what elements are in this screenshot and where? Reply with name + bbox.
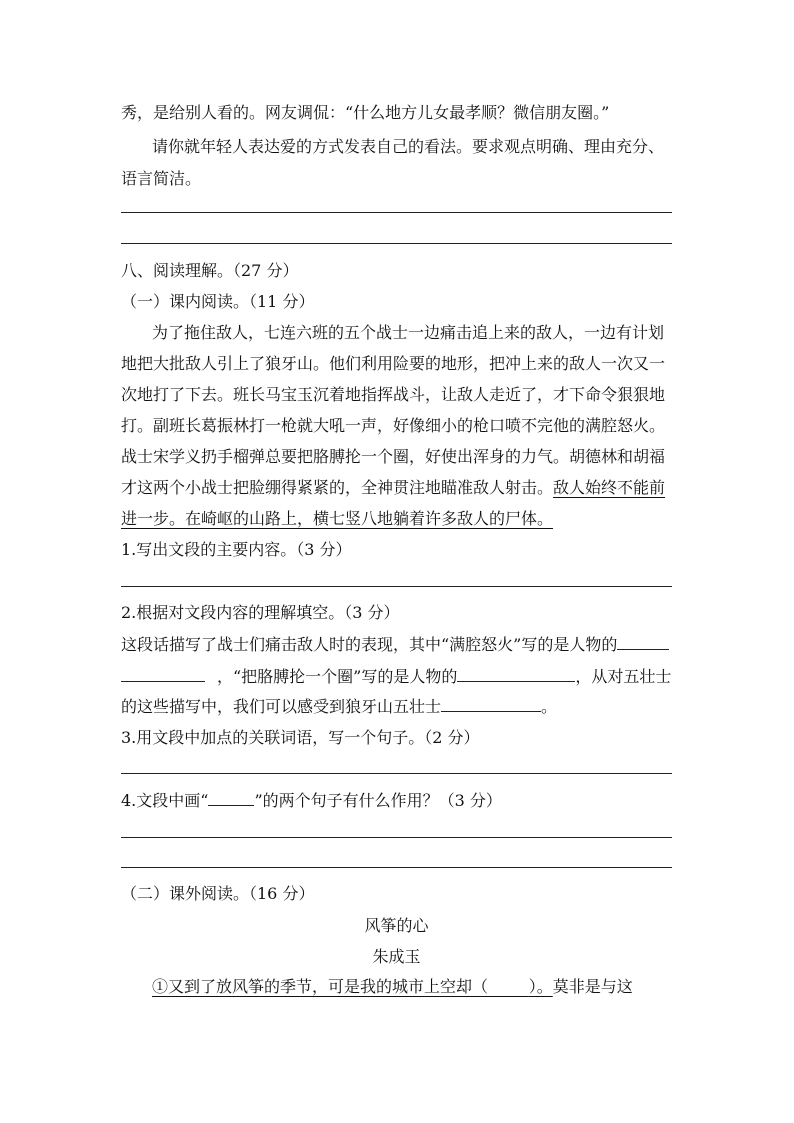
fill-blank[interactable]	[457, 667, 575, 682]
essay-prompt-line-2: 语言简洁。	[121, 169, 202, 188]
article-author: 朱成玉	[372, 947, 421, 966]
part-1-title: （一）课内阅读。（11 分）	[121, 292, 315, 311]
intro-line-1: 秀，是给别人看的。网友调侃：“什么地方儿女最孝顺？微信朋友圈。”	[121, 103, 610, 122]
passage-line-6-underlined: 敌人始终不能前	[553, 478, 666, 497]
question-2-text-4: 的这些描写中，我们可以感受到狼牙山五壮士	[121, 697, 442, 716]
answer-line	[121, 243, 672, 244]
question-1: 1.写出文段的主要内容。（3 分）	[121, 540, 352, 559]
answer-line	[121, 586, 672, 587]
article-title: 风筝的心	[364, 916, 429, 935]
passage-line-6-plain: 才这两个小战士把脸绷得紧紧的，全神贯注地瞄准敌人射击。	[121, 478, 554, 497]
part-2-title: （二）课外阅读。（16 分）	[121, 884, 315, 903]
fill-blank[interactable]	[617, 635, 669, 650]
question-2-line-1	[121, 632, 669, 655]
answer-line	[121, 837, 672, 838]
question-2-text-3: ，从对五壮士	[575, 667, 672, 686]
article-paragraph-1	[152, 974, 633, 997]
question-2-text-2: ，“把胳膊抡一个圈”写的是人物的	[217, 667, 458, 686]
fill-blank[interactable]	[121, 667, 205, 682]
paragraph-1-underlined-b: ）。	[528, 977, 553, 996]
question-2-text-5: 。	[541, 697, 558, 716]
passage-line-7-underlined: 进一步。在崎岖的山路上，横七竖八地躺着许多敌人的尸体。	[121, 509, 554, 528]
passage-line-4: 打。副班长葛振林打一枪就大吼一声，好像细小的枪口喷不完他的满腔怒火。	[121, 416, 666, 435]
fill-blank[interactable]	[441, 697, 541, 712]
paragraph-1-plain: 莫非是与这	[552, 977, 633, 996]
underline-sample	[208, 791, 254, 806]
question-2-title: 2.根据对文段内容的理解填空。（3 分）	[121, 603, 400, 622]
question-2-text-1: 这段话描写了战士们痛击敌人时的表现，其中“满腔怒火”写的是人物的	[121, 635, 618, 654]
question-4	[121, 788, 502, 811]
section-8-title: 八、阅读理解。（27 分）	[121, 261, 299, 280]
passage-line-7	[121, 506, 553, 529]
question-2-line-3	[121, 694, 557, 717]
passage-line-5: 战士宋学义扔手榴弹总要把胳膊抡一个圈，好使出浑身的力气。胡德林和胡福	[121, 447, 666, 466]
fill-blank[interactable]	[488, 977, 529, 996]
answer-line	[121, 773, 672, 774]
answer-line	[121, 867, 672, 868]
passage-line-1: 为了拖住敌人，七连六班的五个战士一边痛击追上来的敌人，一边有计划	[152, 323, 665, 342]
question-2-line-2	[121, 664, 671, 687]
question-4-text-end: ”的两个句子有什么作用？（3 分）	[254, 791, 502, 810]
question-4-text-start: 4.文段中画“	[121, 791, 209, 810]
answer-line	[121, 212, 672, 213]
paragraph-1-underlined-a: ①又到了放风筝的季节，可是我的城市上空却（	[152, 977, 489, 996]
passage-line-3: 次地打了下去。班长马宝玉沉着地指挥战斗，让敌人走近了，才下命令狠狠地	[121, 385, 666, 404]
passage-line-2: 地把大批敌人引上了狼牙山。他们利用险要的地形，把冲上来的敌人一次又一	[121, 354, 666, 373]
question-3: 3.用文段中加点的关联词语，写一个句子。（2 分）	[121, 728, 480, 747]
essay-prompt-line-1: 请你就年轻人表达爱的方式发表自己的看法。要求观点明确、理由充分、	[152, 137, 665, 156]
passage-line-6	[121, 475, 665, 498]
